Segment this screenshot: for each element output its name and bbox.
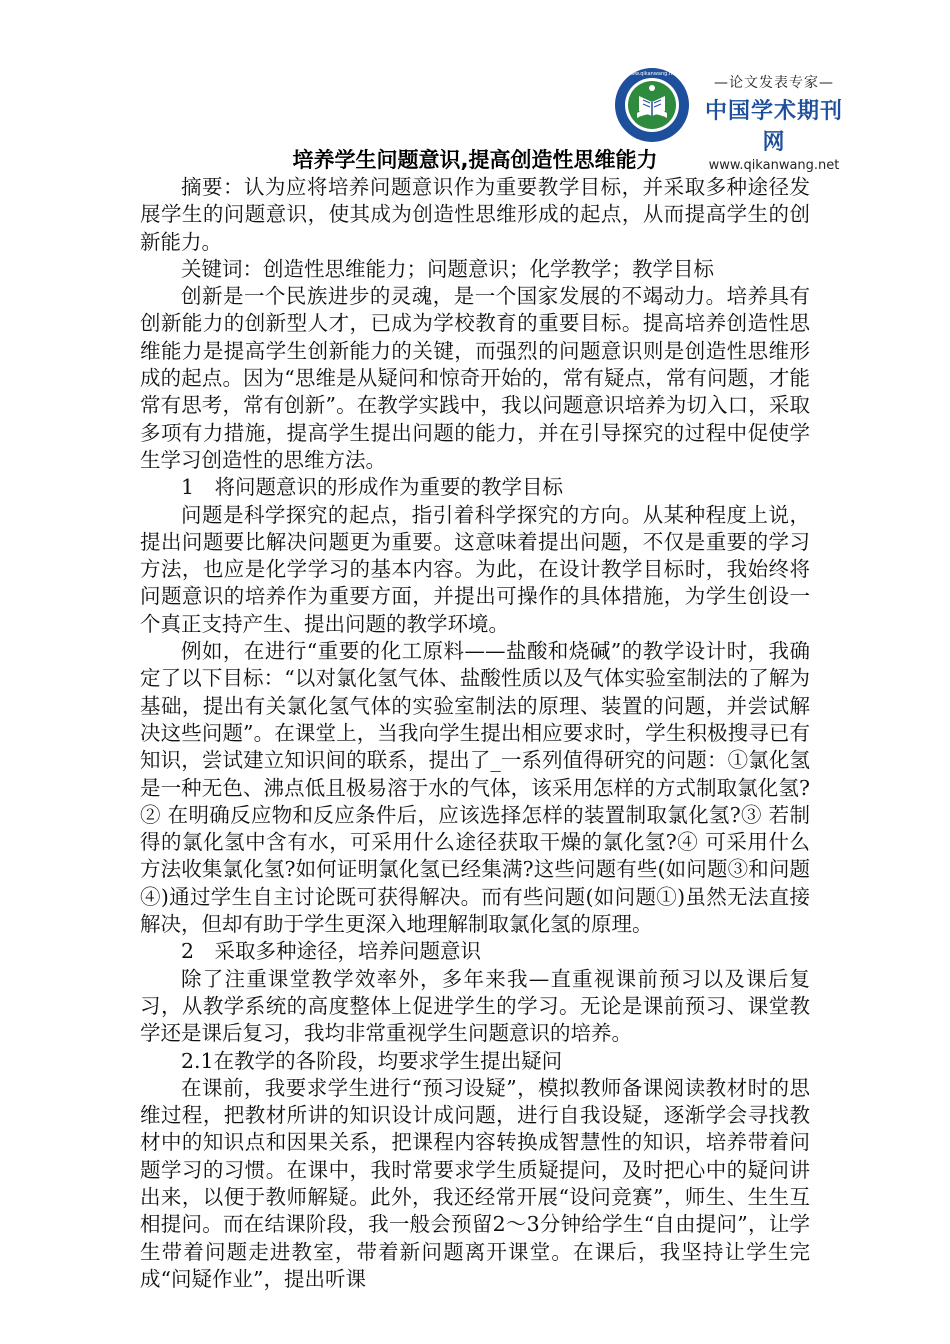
section-heading-2: 2 采取多种途径，培养问题意识 bbox=[181, 939, 482, 964]
section-2-paragraph-1: 除了注重课堂教学效率外，多年来我—直重视课前预习以及课后复习，从教学系统的高度整体上促进学生的学习。无论是课前预习、课堂教学还是课后复习，我均非常重视学生问题意识的培养。 bbox=[140, 966, 810, 1046]
article-title: 培养学生问题意识,提高创造性思维能力 bbox=[292, 148, 658, 172]
site-logo bbox=[613, 66, 853, 173]
subsection-2-1-paragraph: 在课前，我要求学生进行“预习设疑”，模拟教师备课阅读教材时的思维过程，把教材所讲的知识设计成问题，进行自我设疑，逐渐学会寻找教材中的知识点和因果关系，把课程内容转换成智慧性的知识，培养带着问题学习的习惯。在课中，我时常要求学生质疑提问，及时把心中的疑问讲出来，以便于教师解疑。此外，我还经常开展“设问竞赛”，师生、生生互相提问。而在结课阶段，我一般会预留2～3分钟给学生“自由提问”，让学生带着问题走进教室，带着新问题离开课堂。在课后，我坚持让学生完成“问疑作业”，提出听课 bbox=[140, 1075, 810, 1291]
article-body bbox=[140, 146, 810, 1293]
section-1-paragraph-2: 例如，在进行“重要的化工原料——盐酸和烧碱”的教学设计时，我确定了以下目标：“以对氯化氢气体、盐酸性质以及气体实验室制法的了解为基础，提出有关氯化氢气体的实验室制法的原理、装置的问题，并尝试解决这些问题”。在课堂上，当我向学生提出相应要求时，学生积极搜寻已有知识，尝试建立知识间的联系，提出了_一系列值得研究的问题：①氯化氢是一种无色、沸点低且极易溶于水的气体，该采用怎样的方式制取氯化氢?② 在明确反应物和反应条件后，应该选择怎样的装置制取氯化氢?③ 若制得的氯化氢中含有水，可采用什么途径获取干燥的氯化氢?④ 可采用什么方法收集氯化氢?如何证明氯化氢已经集满?这些问题有些(如问题③和问题④)通过学生自主讨论既可获得解决。而有些问题(如问题①)虽然无法直接解决，但却有助于学生更深入地理解制取氯化氢的原理。 bbox=[140, 639, 810, 937]
section-heading-1: 1 将问题意识的形成作为重要的教学目标 bbox=[181, 475, 564, 500]
logo-name: 中国学术期刊网 bbox=[704, 99, 843, 155]
logo-emblem-icon bbox=[613, 66, 691, 144]
abstract-paragraph: 摘要：认为应将培养问题意识作为重要教学目标，并采取多种途径发展学生的问题意识，使其成为创造性思维形成的起点，从而提高学生的创新能力。 bbox=[140, 175, 810, 254]
logo-slogan: —论文发表专家— bbox=[714, 75, 834, 91]
subsection-heading-2-1: 2.1在教学的各阶段，均要求学生提出疑问 bbox=[181, 1048, 563, 1073]
keywords-paragraph: 关键词：创造性思维能力；问题意识；化学教学；教学目标 bbox=[181, 256, 714, 281]
logo-url: www.qikanwang.net bbox=[708, 158, 840, 173]
svg-text:www.qikanwang.net: www.qikanwang.net bbox=[626, 71, 678, 77]
section-1-paragraph-1: 问题是科学探究的起点，指引着科学探究的方向。从某种程度上说，提出问题要比解决问题更为重要。这意味着提出问题，不仅是重要的学习方法，也应是化学学习的基本内容。为此，在设计教学目标时，我始终将问题意识的培养作为重要方面，并提出可操作的具体措施，为学生创设一个真正支持产生、提出问题的教学环境。 bbox=[140, 502, 810, 636]
intro-paragraph: 创新是一个民族进步的灵魂，是一个国家发展的不竭动力。培养具有创新能力的创新型人才，已成为学校教育的重要目标。提高培养创造性思维能力是提高学生创新能力的关键，而强烈的问题意识则是创造性思维形成的起点。因为“思维是从疑问和惊奇开始的，常有疑点，常有问题，才能常有思考，常有创新”。在教学实践中，我以问题意识培养为切入口，采取多项有力措施，提高学生提出问题的能力，并在引导探究的过程中促使学生学习创造性的思维方法。 bbox=[140, 284, 810, 472]
